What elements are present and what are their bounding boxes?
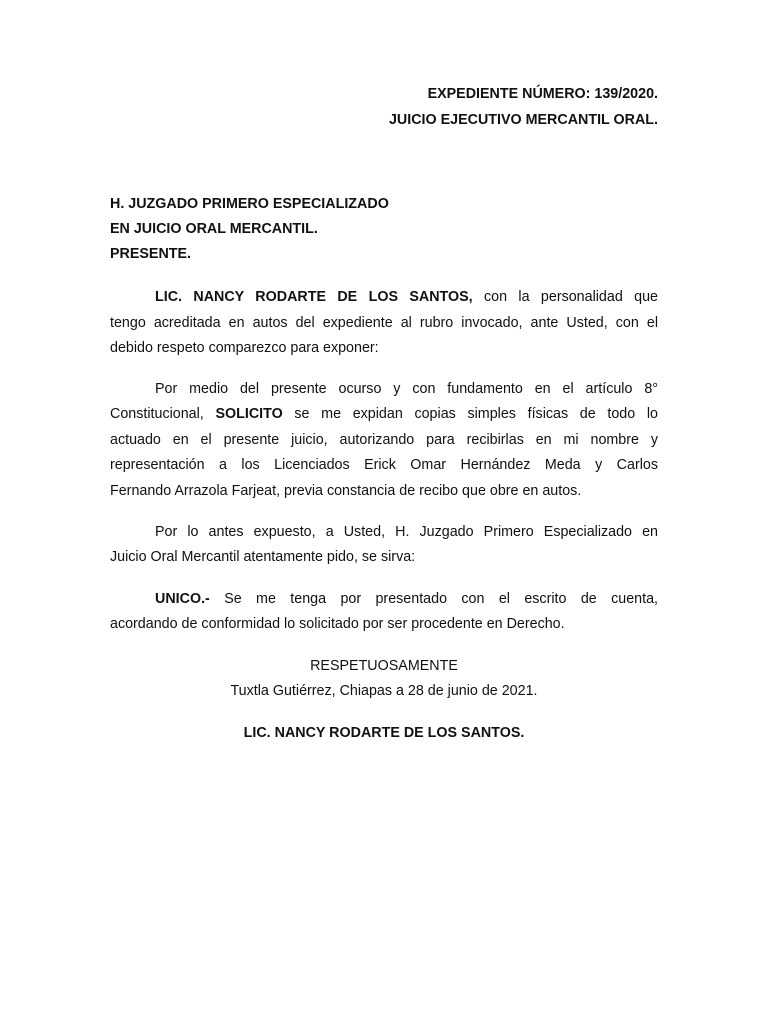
- paragraph-line: [155, 288, 658, 306]
- addressee-line-1: H. JUZGADO PRIMERO ESPECIALIZADO: [110, 196, 389, 212]
- closing-place-date: Tuxtla Gutiérrez, Chiapas a 28 de junio de 2021.: [230, 683, 538, 699]
- addressee-line-3: PRESENTE.: [110, 246, 192, 262]
- unico-label: UNICO.-: [155, 591, 210, 607]
- signature-name: LIC. NANCY RODARTE DE LOS SANTOS.: [243, 725, 525, 741]
- petitioner-name: LIC. NANCY RODARTE DE LOS SANTOS,: [155, 289, 473, 305]
- case-number: EXPEDIENTE NÚMERO: 139/2020.: [427, 86, 658, 102]
- paragraph-line: actuado en el presente juicio, autorizando para recibirlas en mi nombre y: [110, 432, 658, 448]
- paragraph-line: Por lo antes expuesto, a Usted, H. Juzgado Primero Especializado en: [155, 524, 658, 540]
- closing-respetuosamente: RESPETUOSAMENTE: [310, 658, 458, 674]
- paragraph-line: Por medio del presente ocurso y con fundamento en el artículo 8°: [155, 381, 658, 397]
- paragraph-line: debido respeto comparezco para exponer:: [110, 340, 379, 356]
- paragraph-line: [155, 590, 658, 608]
- text-span: Se me tenga por presentado con el escrito de cuenta,: [209, 591, 658, 607]
- case-type: JUICIO EJECUTIVO MERCANTIL ORAL.: [388, 112, 658, 128]
- paragraph-line: acordando de conformidad lo solicitado por ser procedente en Derecho.: [110, 616, 565, 632]
- text-span: Constitucional,: [110, 406, 216, 422]
- solicito-keyword: SOLICITO: [215, 406, 283, 422]
- paragraph-line: tengo acreditada en autos del expediente al rubro invocado, ante Usted, con el: [110, 315, 658, 331]
- text-span: con la personalidad que: [472, 289, 659, 305]
- paragraph-line: representación a los Licenciados Erick Omar Hernández Meda y Carlos: [110, 457, 658, 473]
- paragraph-line: Juicio Oral Mercantil atentamente pido, se sirva:: [110, 549, 416, 565]
- paragraph-line: Fernando Arrazola Farjeat, previa constancia de recibo que obre en autos.: [110, 483, 582, 499]
- paragraph-line: [110, 405, 658, 423]
- text-span: se me expidan copias simples físicas de todo lo: [282, 406, 658, 422]
- addressee-line-2: EN JUICIO ORAL MERCANTIL.: [110, 221, 318, 237]
